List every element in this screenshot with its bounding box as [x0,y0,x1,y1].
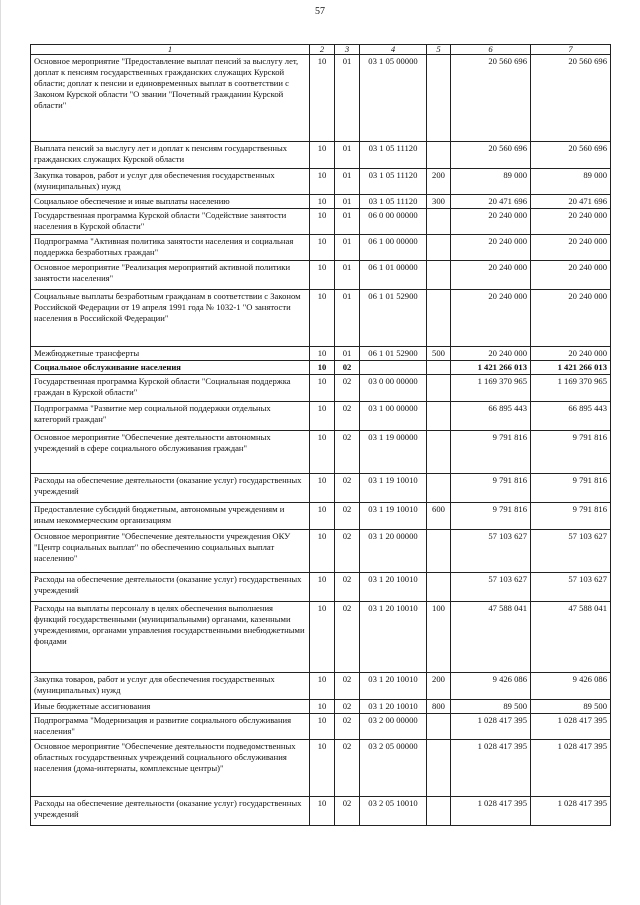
row-expense-type-cell: 200 [427,673,451,700]
row-amount-year2-cell: 47 588 041 [531,602,611,673]
row-name-cell: Иные бюджетные ассигнования [31,700,310,714]
table-row [31,431,611,474]
row-amount-year1-cell: 20 240 000 [451,261,531,290]
row-name-cell: Закупка товаров, работ и услуг для обеспечения государственных (муниципальных) нужд [31,169,310,195]
row-name-cell: Основное мероприятие "Обеспечение деятельности подведомственных областных государственных учреждений социального обслуживания населения (дома-интернаты, комплексные центры)" [31,740,310,797]
row-target-code-cell: 03 1 20 10010 [360,700,427,714]
row-name-cell: Подпрограмма "Активная политика занятости населения и социальная поддержка безработных граждан" [31,235,310,261]
row-subsection-cell: 02 [335,673,360,700]
row-expense-type-cell [427,431,451,474]
row-target-code-cell: 03 1 19 00000 [360,431,427,474]
row-amount-year1-cell: 1 028 417 395 [451,714,531,740]
row-target-code-cell: 03 1 20 10010 [360,573,427,602]
header-col-1: 1 [31,45,310,55]
header-col-3: 3 [335,45,360,55]
row-target-code-cell: 03 2 05 10010 [360,797,427,826]
row-section-cell: 10 [310,261,335,290]
row-target-code-cell: 03 1 19 10010 [360,474,427,503]
row-amount-year2-cell: 89 500 [531,700,611,714]
row-amount-year1-cell: 47 588 041 [451,602,531,673]
row-target-code-cell: 03 1 05 11120 [360,142,427,169]
row-amount-year1-cell: 9 791 816 [451,474,531,503]
row-expense-type-cell [427,714,451,740]
row-amount-year2-cell: 20 560 696 [531,55,611,142]
table-row [31,195,611,209]
row-subsection-cell: 01 [335,142,360,169]
row-amount-year1-cell: 9 791 816 [451,503,531,530]
row-amount-year2-cell: 20 240 000 [531,290,611,347]
table-row [31,235,611,261]
row-amount-year2-cell: 9 791 816 [531,503,611,530]
row-amount-year2-cell: 57 103 627 [531,530,611,573]
row-amount-year1-cell: 1 028 417 395 [451,797,531,826]
row-expense-type-cell [427,261,451,290]
row-section-cell: 10 [310,740,335,797]
row-section-cell: 10 [310,714,335,740]
row-amount-year2-cell: 89 000 [531,169,611,195]
row-name-cell: Государственная программа Курской области "Социальная поддержка граждан в Курской области" [31,375,310,402]
row-subsection-cell: 01 [335,209,360,235]
row-name-cell: Основное мероприятие "Обеспечение деятельности автономных учреждений в сфере социального обслуживания граждан" [31,431,310,474]
row-amount-year1-cell: 66 895 443 [451,402,531,431]
header-col-4: 4 [360,45,427,55]
row-target-code-cell: 03 1 20 10010 [360,602,427,673]
row-name-cell: Предоставление субсидий бюджетным, автономным учреждениям и иным некоммерческим организациям [31,503,310,530]
header-col-6: 6 [451,45,531,55]
row-amount-year1-cell: 57 103 627 [451,573,531,602]
row-subsection-cell: 02 [335,530,360,573]
row-amount-year2-cell: 20 560 696 [531,142,611,169]
header-col-7: 7 [531,45,611,55]
row-expense-type-cell [427,573,451,602]
row-subsection-cell: 01 [335,235,360,261]
row-amount-year2-cell: 57 103 627 [531,573,611,602]
table-body [31,55,611,826]
row-expense-type-cell: 100 [427,602,451,673]
row-amount-year2-cell: 20 240 000 [531,235,611,261]
row-section-cell: 10 [310,169,335,195]
row-subsection-cell: 02 [335,361,360,375]
table-row [31,714,611,740]
row-expense-type-cell [427,142,451,169]
table-row [31,55,611,142]
row-section-cell: 10 [310,347,335,361]
table-row [31,347,611,361]
row-target-code-cell: 06 0 00 00000 [360,209,427,235]
header-col-5: 5 [427,45,451,55]
row-subsection-cell: 02 [335,431,360,474]
row-name-cell: Выплата пенсий за выслугу лет и доплат к пенсиям государственных гражданских служащих Курской области [31,142,310,169]
table-row [31,700,611,714]
row-amount-year1-cell: 20 240 000 [451,209,531,235]
row-section-cell: 10 [310,209,335,235]
row-subsection-cell: 02 [335,474,360,503]
row-target-code-cell: 03 2 05 00000 [360,740,427,797]
row-amount-year1-cell: 20 560 696 [451,55,531,142]
row-section-cell: 10 [310,503,335,530]
row-name-cell: Подпрограмма "Развитие мер социальной поддержки отдельных категорий граждан" [31,402,310,431]
row-target-code-cell: 03 1 05 11120 [360,195,427,209]
row-amount-year1-cell: 89 000 [451,169,531,195]
row-name-cell: Социальное обслуживание населения [31,361,310,375]
row-subsection-cell: 01 [335,195,360,209]
row-section-cell: 10 [310,797,335,826]
row-amount-year2-cell: 20 240 000 [531,261,611,290]
row-expense-type-cell [427,530,451,573]
row-amount-year1-cell: 20 560 696 [451,142,531,169]
row-subsection-cell: 02 [335,402,360,431]
row-name-cell: Закупка товаров, работ и услуг для обеспечения государственных (муниципальных) нужд [31,673,310,700]
row-amount-year2-cell: 20 240 000 [531,347,611,361]
row-expense-type-cell [427,474,451,503]
row-section-cell: 10 [310,673,335,700]
table-row [31,602,611,673]
table-row [31,673,611,700]
row-expense-type-cell [427,55,451,142]
row-amount-year2-cell: 9 791 816 [531,431,611,474]
row-section-cell: 10 [310,474,335,503]
row-subsection-cell: 01 [335,261,360,290]
row-amount-year1-cell: 9 791 816 [451,431,531,474]
table-row [31,375,611,402]
row-amount-year2-cell: 66 895 443 [531,402,611,431]
row-name-cell: Социальные выплаты безработным гражданам в соответствии с Законом Российской Федерации от 19 апреля 1991 года № 1032-1 "О занятости населения в Российской Федерации" [31,290,310,347]
row-target-code-cell [360,361,427,375]
row-expense-type-cell [427,235,451,261]
row-section-cell: 10 [310,573,335,602]
row-section-cell: 10 [310,375,335,402]
row-subsection-cell: 02 [335,375,360,402]
row-name-cell: Основное мероприятие "Предоставление выплат пенсий за выслугу лет, доплат к пенсиям государственных гражданских служащих Курской области; доплат к пенсии и единовременных выплат в соответствии с Законом Курской области "О звании "Почетный гражданин Курской области" [31,55,310,142]
row-amount-year2-cell: 9 426 086 [531,673,611,700]
row-expense-type-cell [427,209,451,235]
row-target-code-cell: 03 0 00 00000 [360,375,427,402]
row-subsection-cell: 02 [335,714,360,740]
row-section-cell: 10 [310,290,335,347]
row-expense-type-cell: 800 [427,700,451,714]
row-subsection-cell: 02 [335,797,360,826]
row-subsection-cell: 02 [335,573,360,602]
row-subsection-cell: 01 [335,347,360,361]
row-subsection-cell: 02 [335,740,360,797]
row-amount-year2-cell: 1 169 370 965 [531,375,611,402]
header-row [31,45,611,55]
row-expense-type-cell: 300 [427,195,451,209]
row-amount-year1-cell: 20 240 000 [451,347,531,361]
row-target-code-cell: 06 1 00 00000 [360,235,427,261]
row-target-code-cell: 03 1 05 11120 [360,169,427,195]
row-subsection-cell: 02 [335,602,360,673]
row-section-cell: 10 [310,402,335,431]
table-row [31,261,611,290]
page-number: 57 [315,6,325,17]
row-amount-year1-cell: 1 421 266 013 [451,361,531,375]
row-name-cell: Основное мероприятие "Реализация мероприятий активной политики занятости населения" [31,261,310,290]
row-name-cell: Расходы на обеспечение деятельности (оказание услуг) государственных учреждений [31,797,310,826]
row-name-cell: Социальное обеспечение и иные выплаты населению [31,195,310,209]
row-amount-year1-cell: 9 426 086 [451,673,531,700]
row-section-cell: 10 [310,55,335,142]
table-row [31,402,611,431]
row-target-code-cell: 06 1 01 00000 [360,261,427,290]
row-subsection-cell: 02 [335,700,360,714]
table-row [31,530,611,573]
row-target-code-cell: 03 2 00 00000 [360,714,427,740]
table-row [31,169,611,195]
table-row [31,290,611,347]
row-target-code-cell: 06 1 01 52900 [360,347,427,361]
table-row [31,503,611,530]
row-subsection-cell: 02 [335,503,360,530]
row-subsection-cell: 01 [335,55,360,142]
row-section-cell: 10 [310,142,335,169]
row-amount-year1-cell: 1 028 417 395 [451,740,531,797]
row-subsection-cell: 01 [335,169,360,195]
row-expense-type-cell [427,402,451,431]
row-section-cell: 10 [310,431,335,474]
row-name-cell: Расходы на выплаты персоналу в целях обеспечения выполнения функций государственными (муниципальными) органами, казенными учреждениями, органами управления государственными внебюджетными фондами [31,602,310,673]
row-amount-year2-cell: 1 028 417 395 [531,797,611,826]
row-target-code-cell: 03 1 20 00000 [360,530,427,573]
row-expense-type-cell [427,290,451,347]
row-expense-type-cell [427,740,451,797]
row-name-cell: Расходы на обеспечение деятельности (оказание услуг) государственных учреждений [31,474,310,503]
row-amount-year1-cell: 20 240 000 [451,290,531,347]
row-name-cell: Расходы на обеспечение деятельности (оказание услуг) государственных учреждений [31,573,310,602]
row-amount-year1-cell: 89 500 [451,700,531,714]
row-name-cell: Межбюджетные трансферты [31,347,310,361]
table-row [31,740,611,797]
row-target-code-cell: 03 1 00 00000 [360,402,427,431]
table-row [31,474,611,503]
table-row [31,797,611,826]
row-section-cell: 10 [310,195,335,209]
row-amount-year1-cell: 20 240 000 [451,235,531,261]
row-expense-type-cell [427,797,451,826]
row-amount-year1-cell: 57 103 627 [451,530,531,573]
row-amount-year2-cell: 1 028 417 395 [531,740,611,797]
row-amount-year1-cell: 1 169 370 965 [451,375,531,402]
table-row [31,573,611,602]
row-section-cell: 10 [310,235,335,261]
row-target-code-cell: 03 1 20 10010 [360,673,427,700]
row-name-cell: Основное мероприятие "Обеспечение деятельности учреждения ОКУ "Центр социальных выплат" по обеспечению социальных выплат населению" [31,530,310,573]
row-amount-year2-cell: 9 791 816 [531,474,611,503]
row-name-cell: Подпрограмма "Модернизация и развитие социального обслуживания населения" [31,714,310,740]
row-section-cell: 10 [310,602,335,673]
row-expense-type-cell [427,375,451,402]
header-col-2: 2 [310,45,335,55]
row-section-cell: 10 [310,530,335,573]
row-amount-year2-cell: 20 471 696 [531,195,611,209]
table-row [31,209,611,235]
row-target-code-cell: 06 1 01 52900 [360,290,427,347]
row-section-cell: 10 [310,361,335,375]
row-target-code-cell: 03 1 19 10010 [360,503,427,530]
row-subsection-cell: 01 [335,290,360,347]
budget-table [30,44,611,826]
row-target-code-cell: 03 1 05 00000 [360,55,427,142]
row-name-cell: Государственная программа Курской области "Содействие занятости населения в Курской области" [31,209,310,235]
row-amount-year1-cell: 20 471 696 [451,195,531,209]
row-expense-type-cell [427,361,451,375]
row-amount-year2-cell: 1 421 266 013 [531,361,611,375]
table-row [31,361,611,375]
scan-edge [0,0,1,905]
row-amount-year2-cell: 1 028 417 395 [531,714,611,740]
row-expense-type-cell: 200 [427,169,451,195]
row-amount-year2-cell: 20 240 000 [531,209,611,235]
row-expense-type-cell: 500 [427,347,451,361]
row-section-cell: 10 [310,700,335,714]
table-row [31,142,611,169]
row-expense-type-cell: 600 [427,503,451,530]
